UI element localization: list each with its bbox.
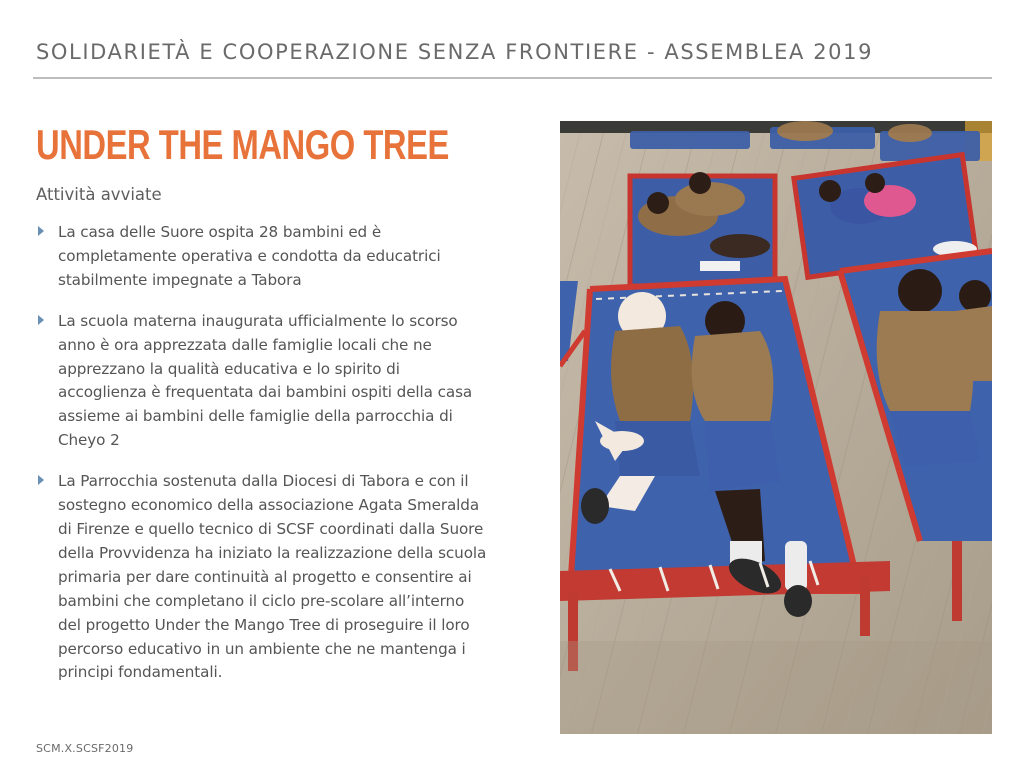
bullet-list xyxy=(36,221,546,702)
bullet-line: completamente operativa e condotta da educatrici xyxy=(58,246,441,265)
photo-children-resting-on-cots xyxy=(560,121,992,734)
bullet-line: principi fondamentali. xyxy=(58,663,223,682)
triangle-bullet-icon xyxy=(38,226,44,236)
bullet-line: La Parrocchia sostenuta dalla Diocesi di Tabora e con il xyxy=(58,472,469,491)
triangle-bullet-icon xyxy=(38,475,44,485)
triangle-bullet-icon xyxy=(38,315,44,325)
photo-illustration xyxy=(560,121,992,734)
slide-subtitle: Attività avviate xyxy=(36,185,162,204)
bullet-line: accoglienza è frequentata dai bambini ospiti della casa xyxy=(58,383,473,402)
bullet-line: del progetto Under the Mango Tree di proseguire il loro xyxy=(58,615,470,634)
bullet-item xyxy=(36,221,546,293)
bullet-line: anno è ora apprezzata dalle famiglie locali che ne xyxy=(58,335,432,354)
bullet-line: sostegno economico della associazione Agata Smeralda xyxy=(58,496,480,515)
bullet-line: assieme ai bambini delle famiglie della parrocchia di xyxy=(58,407,453,426)
bullet-item xyxy=(36,310,546,453)
bullet-line: primaria per dare continuità al progetto e consentire ai xyxy=(58,567,472,586)
bullet-line: di Firenze e quello tecnico di SCSF coordinati dalla Suore xyxy=(58,519,484,538)
bullet-line: apprezzano la qualità educativa e lo spirito di xyxy=(58,359,400,378)
footer-code: SCM.X.SCSF2019 xyxy=(36,742,134,755)
bullet-text xyxy=(58,221,546,293)
header-title: SOLIDARIETÀ E COOPERAZIONE SENZA FRONTIERE - ASSEMBLEA 2019 xyxy=(36,40,874,64)
bullet-line: della Provvidenza ha iniziato la realizzazione della scuola xyxy=(58,543,487,562)
bullet-line: La scuola materna inaugurata ufficialmente lo scorso xyxy=(58,311,458,330)
bullet-line: bambini che completano il ciclo pre-scolare all’interno xyxy=(58,591,465,610)
bullet-line: percorso educativo in un ambiente che ne mantenga i xyxy=(58,639,466,658)
bullet-text xyxy=(58,470,546,685)
bullet-line: stabilmente impegnate a Tabora xyxy=(58,270,302,289)
slide-title: UNDER THE MANGO TREE xyxy=(36,121,449,168)
bullet-text xyxy=(58,310,546,453)
bullet-line: Cheyo 2 xyxy=(58,431,120,450)
bullet-line: La casa delle Suore ospita 28 bambini ed è xyxy=(58,223,382,241)
header-divider xyxy=(33,77,992,79)
bullet-item xyxy=(36,470,546,685)
